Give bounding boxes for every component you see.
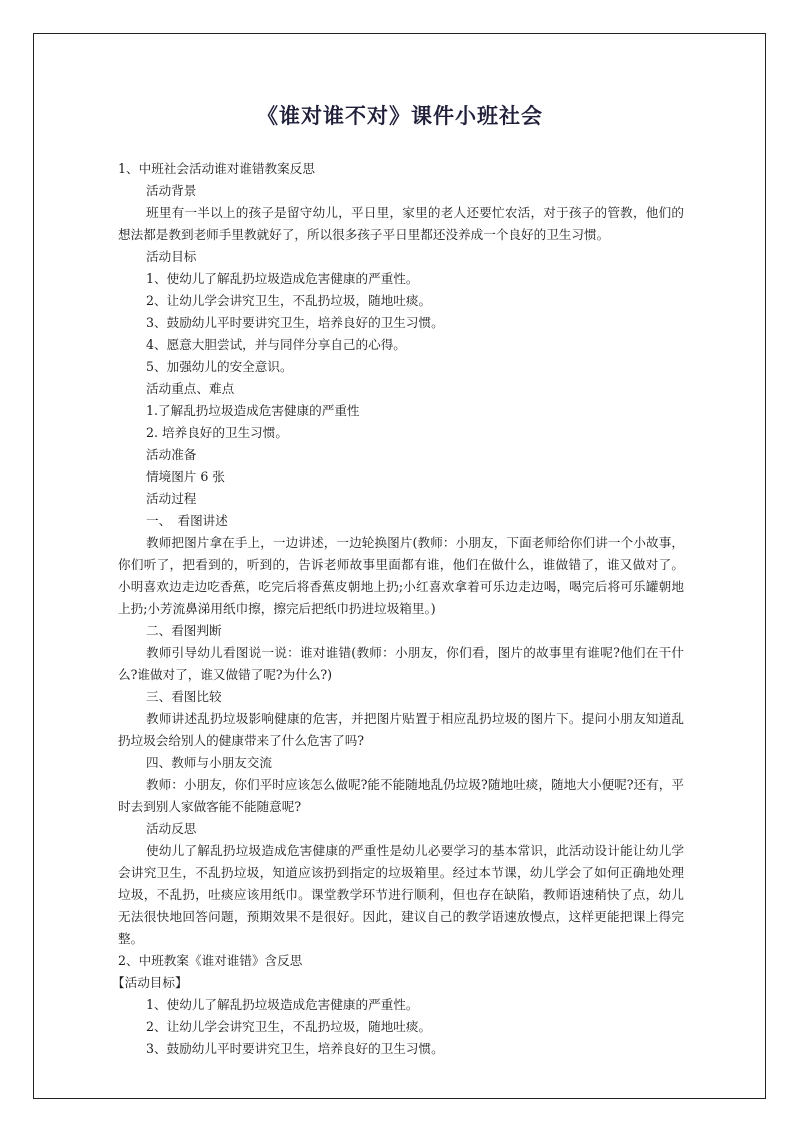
- text-line: 情境图片 6 张: [146, 469, 225, 484]
- text-line: 活动反思: [146, 821, 197, 836]
- text-line: 2、让幼儿学会讲究卫生，不乱扔垃圾，随地吐痰。: [146, 1019, 432, 1034]
- body-paragraph: 教师讲述乱扔垃圾影响健康的危害，并把图片贴置于相应乱扔垃圾的图片下。提问小朋友知道乱扔垃圾会给别人的健康带来了什么危害了吗?: [118, 711, 684, 748]
- text-line: 3、鼓励幼儿平时要讲究卫生，培养良好的卫生习惯。: [146, 1041, 444, 1056]
- text-line: 2. 培养良好的卫生习惯。: [146, 425, 288, 440]
- text-line: 活动目标: [146, 249, 197, 264]
- text-line: 【活动目标】: [112, 975, 188, 990]
- body-paragraph: 使幼儿了解乱扔垃圾造成危害健康的严重性是幼儿必要学习的基本常识，此活动设计能让幼儿学会讲究卫生，不乱扔垃圾，知道应该扔到指定的垃圾箱里。经过本节课，幼儿学会了如何正确地处理垃圾，不乱扔，吐痰应该用纸巾。课堂教学环节进行顺利，但也存在缺陷，教师语速稍快了点，幼儿无法很快地回答问题，预期效果不是很好。因此，建议自己的教学语速放慢点，这样更能把课上得完整。: [118, 843, 684, 946]
- text-line: 活动准备: [146, 447, 197, 462]
- text-line: 4、愿意大胆尝试，并与同伴分享自己的心得。: [146, 337, 406, 352]
- text-line: 1、中班社会活动谁对谁错教案反思: [118, 161, 315, 176]
- text-line: 活动过程: [146, 491, 197, 506]
- text-line: 三、看图比较: [146, 689, 222, 704]
- text-line: 1.了解乱扔垃圾造成危害健康的严重性: [146, 403, 360, 418]
- text-line: 1、使幼儿了解乱扔垃圾造成危害健康的严重性。: [146, 997, 419, 1012]
- text-line: 5、加强幼儿的安全意识。: [146, 359, 293, 374]
- text-line: 2、让幼儿学会讲究卫生，不乱扔垃圾，随地吐痰。: [146, 293, 432, 308]
- text-line: 二、看图判断: [146, 623, 222, 638]
- text-line: 活动背景: [146, 183, 197, 198]
- text-line: 3、鼓励幼儿平时要讲究卫生，培养良好的卫生习惯。: [146, 315, 444, 330]
- document-body: [112, 158, 684, 1060]
- text-line: 一、 看图讲述: [146, 513, 228, 528]
- text-line: 2、中班教案《谁对谁错》含反思: [118, 953, 303, 968]
- body-paragraph: 教师引导幼儿看图说一说：谁对谁错(教师：小朋友，你们看，图片的故事里有谁呢?他们在干什么?谁做对了，谁又做错了呢?为什么?): [118, 645, 684, 682]
- text-line: 四、教师与小朋友交流: [146, 755, 272, 770]
- document-title: 《谁对谁不对》课件小班社会: [257, 103, 543, 128]
- text-line: 1、使幼儿了解乱扔垃圾造成危害健康的严重性。: [146, 271, 419, 286]
- text-line: 活动重点、难点: [146, 381, 235, 396]
- body-paragraph: 教师把图片拿在手上，一边讲述，一边轮换图片(教师：小朋友，下面老师给你们讲一个小故事，你们听了，把看到的，听到的，告诉老师故事里面都有谁，他们在做什么，谁做错了，谁又做对了。小明喜欢边走边吃香蕉，吃完后将香蕉皮朝地上扔;小红喜欢拿着可乐边走边喝，喝完后将可乐罐朝地上扔;小芳流鼻涕用纸巾擦，擦完后把纸巾扔进垃圾箱里。): [118, 535, 684, 616]
- body-paragraph: 教师：小朋友，你们平时应该怎么做呢?能不能随地乱仍垃圾?随地吐痰，随地大小便呢?还有，平时去到别人家做客能不能随意呢?: [118, 777, 684, 814]
- body-paragraph: 班里有一半以上的孩子是留守幼儿，平日里，家里的老人还要忙农活，对于孩子的管教，他们的想法都是教到老师手里教就好了，所以很多孩子平日里都还没养成一个良好的卫生习惯。: [118, 205, 684, 242]
